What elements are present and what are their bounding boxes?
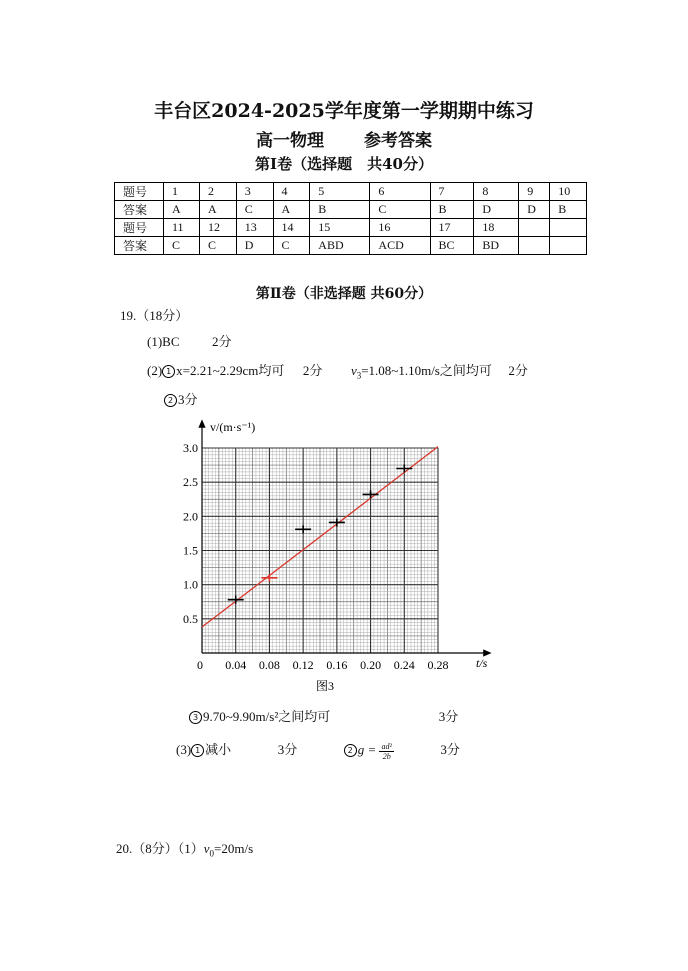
y-tick-label: 1.0 xyxy=(183,577,198,592)
table-row-header: 答案 xyxy=(115,237,164,255)
circled-number-icon: 1 xyxy=(162,365,175,378)
x-axis-label: t/s xyxy=(476,656,488,670)
q19-head: 19.（18分） xyxy=(120,308,189,323)
table-row-header: 题号 xyxy=(115,219,164,237)
table-cell: 3 xyxy=(236,183,273,201)
table-row-header: 答案 xyxy=(115,201,164,219)
q19-part2-accel-score: 3分 xyxy=(438,709,459,724)
table-cell: 10 xyxy=(550,183,587,201)
q19-part2-graph-item xyxy=(164,389,198,408)
subject-label: 高一物理 xyxy=(256,131,324,151)
y-tick-label: 0.5 xyxy=(183,611,198,626)
table-cell: 11 xyxy=(164,219,200,237)
table-row xyxy=(115,219,587,237)
circled-number-icon: 1 xyxy=(191,744,204,757)
y-tick-label: 2.5 xyxy=(183,475,198,490)
x-tick-label: 0.28 xyxy=(427,658,449,672)
table-cell: 6 xyxy=(370,183,430,201)
table-cell: 5 xyxy=(310,183,370,201)
y-tick-label: 3.0 xyxy=(183,441,198,455)
velocity-subscript: 0 xyxy=(209,848,215,859)
answer-table xyxy=(114,182,587,255)
x-tick-label: 0 xyxy=(197,658,203,672)
table-cell: 7 xyxy=(430,183,474,201)
table-cell: 8 xyxy=(474,183,519,201)
table-cell: C xyxy=(200,237,237,255)
table-cell: ACD xyxy=(370,237,430,255)
q19-part2-graph-score: 3分 xyxy=(178,392,198,407)
table-cell: D xyxy=(236,237,273,255)
velocity-symbol: v xyxy=(350,363,357,378)
formula-numerator: ad² xyxy=(381,741,392,751)
q19-part2-prefix: (2) xyxy=(147,363,163,378)
y-axis-label: v/(m·s⁻¹) xyxy=(210,420,256,434)
table-cell: A xyxy=(164,201,200,219)
table-cell: A xyxy=(273,201,310,219)
table-cell: 2 xyxy=(200,183,237,201)
table-cell: C xyxy=(273,237,310,255)
x-tick-label: 0.20 xyxy=(360,658,382,672)
table-cell: 9 xyxy=(519,183,550,201)
y-tick-label: 1.5 xyxy=(183,543,198,558)
velocity-time-chart xyxy=(170,415,500,700)
table-cell: 13 xyxy=(236,219,273,237)
table-cell: 1 xyxy=(164,183,200,201)
table-row xyxy=(115,237,587,255)
table-cell: 18 xyxy=(474,219,519,237)
x-tick-label: 0.08 xyxy=(258,658,280,672)
table-cell: BD xyxy=(474,237,519,255)
x-tick-label: 0.04 xyxy=(225,658,247,672)
q19-part2-answer1: x=2.21~2.29cm均可 xyxy=(176,363,285,378)
x-tick-label: 0.24 xyxy=(393,658,415,672)
table-cell: ABD xyxy=(310,237,370,255)
formula-lhs: g = xyxy=(357,742,377,757)
table-cell: D xyxy=(519,201,550,219)
x-tick-label: 0.16 xyxy=(326,658,348,672)
data-point xyxy=(396,465,412,473)
circled-number-icon: 2 xyxy=(164,394,177,407)
table-cell: A xyxy=(200,201,237,219)
table-cell: 14 xyxy=(273,219,310,237)
answer-key-label: 参考答案 xyxy=(364,131,432,151)
table-cell: 15 xyxy=(310,219,370,237)
table-cell: 16 xyxy=(370,219,430,237)
table-cell xyxy=(550,237,587,255)
q19-part2-answer2: =1.08~1.10m/s之间均可 xyxy=(361,363,492,378)
q19-part1-answer: (1)BC xyxy=(147,334,180,349)
q19-part2-accel xyxy=(189,706,458,725)
table-cell: B xyxy=(550,201,587,219)
part1-heading: 第Ⅰ卷（选择题 共40分） xyxy=(255,155,433,173)
table-cell: C xyxy=(370,201,430,219)
table-row xyxy=(115,201,587,219)
data-point xyxy=(261,574,277,582)
formula-fraction xyxy=(379,742,393,761)
q19-part3-answer1: 减小 xyxy=(205,742,232,757)
table-cell: C xyxy=(236,201,273,219)
q20-line xyxy=(116,838,253,859)
table-cell: C xyxy=(164,237,200,255)
velocity-subscript: 3 xyxy=(356,370,362,381)
q19-part2 xyxy=(147,360,528,381)
q19-part3 xyxy=(176,739,460,761)
table-row xyxy=(115,183,587,201)
table-cell xyxy=(519,219,550,237)
table-cell: B xyxy=(310,201,370,219)
table-cell: D xyxy=(474,201,519,219)
q20-head: 20.（8分）（1） xyxy=(116,841,204,856)
table-cell: BC xyxy=(430,237,474,255)
circled-number-icon: 3 xyxy=(189,711,202,724)
q19-part2-score1: 2分 xyxy=(302,363,323,378)
q19-part2-score2: 2分 xyxy=(508,363,528,378)
document-title: 丰台区2024-2025学年度第一学期期中练习 xyxy=(154,100,534,122)
table-cell: 4 xyxy=(273,183,310,201)
q19-part1-score: 2分 xyxy=(212,334,232,349)
document-subtitle xyxy=(0,126,688,151)
circled-number-icon: 2 xyxy=(344,744,357,757)
table-cell: B xyxy=(430,201,474,219)
table-cell xyxy=(519,237,550,255)
q19-part3-score1: 3分 xyxy=(277,742,298,757)
y-tick-label: 2.0 xyxy=(183,509,198,524)
chart-caption: 图3 xyxy=(315,679,335,693)
x-tick-label: 0.12 xyxy=(292,658,314,672)
q19-part3-score2: 3分 xyxy=(440,742,460,757)
table-cell: 12 xyxy=(200,219,237,237)
q19-part2-accel-answer: 9.70~9.90m/s²之间均可 xyxy=(203,709,331,724)
velocity-symbol: v xyxy=(203,841,210,856)
data-point xyxy=(363,490,379,498)
part2-heading: 第Ⅱ卷（非选择题 共60分） xyxy=(255,286,433,302)
table-cell: 17 xyxy=(430,219,474,237)
q19-part3-prefix: (3) xyxy=(176,742,192,757)
formula-denominator: 2b xyxy=(382,751,391,761)
table-row-header: 题号 xyxy=(115,183,164,201)
table-cell xyxy=(550,219,587,237)
q19-part1 xyxy=(147,331,232,350)
q20-answer: =20m/s xyxy=(214,841,254,856)
